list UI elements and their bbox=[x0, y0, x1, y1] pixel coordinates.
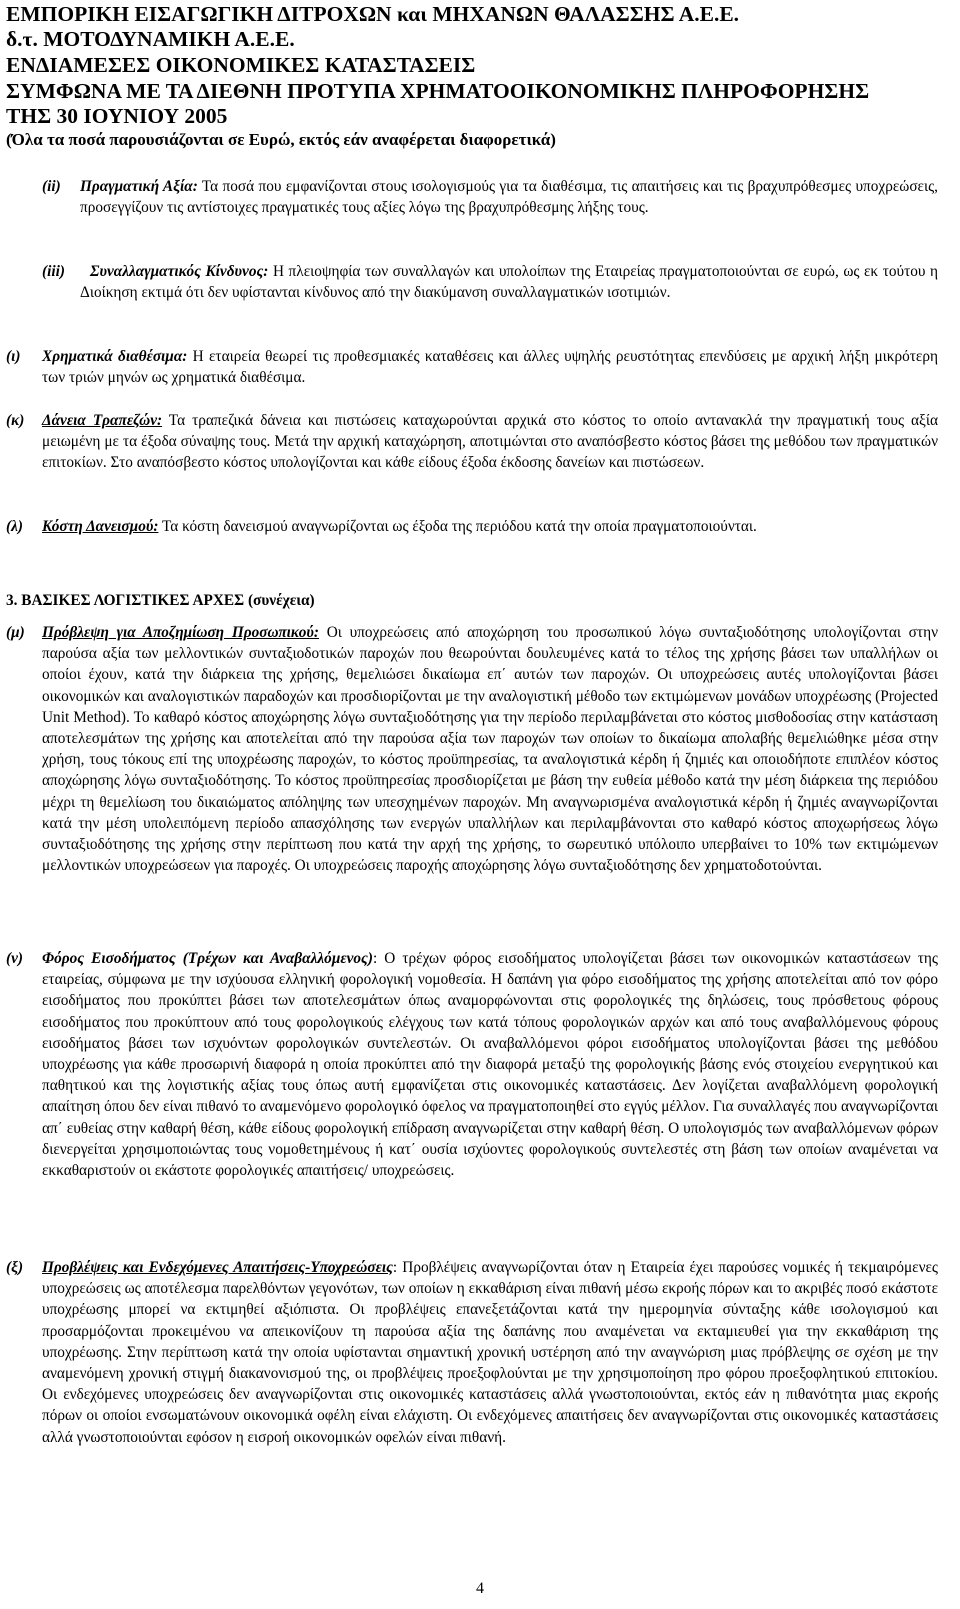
company-name: ΕΜΠΟΡΙΚΗ ΕΙΣΑΓΩΓΙΚΗ ΔΙΤΡΟΧΩΝ και ΜΗΧΑΝΩΝ ΘΑΛΑΣΣΗΣ Α.Ε.Ε. bbox=[6, 2, 740, 26]
item-kappa-text: Τα τραπεζικά δάνεια και πιστώσεις καταχωρούνται αρχικά στο κόστος το οποίο αντανακλά την πραγματική τους αξία μειωμένη με τα έξοδα σύναψης τους. Μετά την αρχική καταχώρηση, αποτιμώνται στο αναπόσβεστο κόστος βάσει της μεθόδου των πραγματικών επιτοκίων. Στο αναπόσβεστο κόστος υπολογίζονται και κάθε είδους έξοδα έκδοσης δανείων και πιστώσεων. bbox=[42, 412, 938, 472]
item-iii-label: (iii) bbox=[42, 263, 65, 280]
report-title: ΕΝΔΙΑΜΕΣΕΣ ΟΙΚΟΝΟΜΙΚΕΣ ΚΑΤΑΣΤΑΣΕΙΣ bbox=[6, 53, 476, 77]
item-mu-term: Πρόβλεψη για Αποζημίωση Προσωπικού: bbox=[42, 624, 319, 641]
item-mu-text: Οι υποχρεώσεις από αποχώρηση του προσωπικού λόγω συνταξιοδότησης υπολογίζονται στην παρούσα αξία των μελλοντικών συνταξιοδοτικών παροχών που θεωρούνται δουλευμένες κατά το τέλος της χρήσης βάσει των υπαλλήλων οι οποίοι έχουν, κατά την διάρκεια της χρήσης, θεμελιώσει δικαίωμα επ΄ αυτών των παροχών. Οι υποχρεώσεις αυτές υπολογίζονται βάσει οικονομικών και αναλογιστικών παραδοχών και προσδιορίζονται με την αναλογιστική μέθοδο των εκτιμώμενων μονάδων υποχρέωσης (Projected Unit Method). Το καθαρό κόστος αποχώρησης λόγω συνταξιοδότησης για την περίοδο περιλαμβάνεται στο κόστος μισθοδοσίας στην κατάσταση αποτελεσμάτων της χρήσης και αποτελείται από την παρούσα αξία των παροχών των οποίων το δικαίωμα απολαβής θεμελιώθηκε μέσα στην χρήση, τους τόκους επί της υποχρέωσης παροχών, το κόστος προϋπηρεσίας, τα αναλογιστικά κέρδη ή ζημιές και οποιοδήποτε επιπλέον κόστος αποχώρησης λόγω συνταξιοδότησης. Το κόστος προϋπηρεσίας προσδιορίζεται με βάση την ευθεία μέθοδο κατά την μέση διάρκεια της περιόδου μέχρι τη θεμελίωση του δικαιώματος απόληψης των υπεσχημένων παροχών. Μη αναγνωρισμένα αναλογιστικά κέρδη ή ζημιές αναγνωρίζονται κατά την μέση υπολειπόμενη περίοδο απασχόλησης των ενεργών υπαλλήλων και περιλαμβάνονται στο καθαρό κόστος αποχωρήσεως λόγω συνταξιοδότησης της χρήσης στην περίπτωση που κατά την αρχή της χρήσης, το σωρευτικό υπόλοιπο υπερβαίνει το 10% των εκτιμώμενων μελλοντικών υποχρεώσεων για παροχές. Οι υποχρεώσεις παροχής αποχώρησης λόγω συνταξιοδότησης δεν χρηματοδοτούνται. bbox=[42, 624, 938, 875]
item-lambda-text: Τα κόστη δανεισμού αναγνωρίζονται ως έξοδα της περιόδου κατά την οποία πραγματοποιούνται. bbox=[158, 518, 757, 535]
item-iota-text: Η εταιρεία θεωρεί τις προθεσμιακές καταθέσεις και άλλες υψηλής ρευστότητας επενδύσεις με αρχική λήξη μικρότερη των τριών μηνών ως χρηματικά διαθέσιμα. bbox=[42, 348, 938, 387]
item-lambda-label: (λ) bbox=[6, 518, 23, 535]
item-kappa-label: (κ) bbox=[6, 412, 25, 429]
section-title: 3. ΒΑΣΙΚΕΣ ΛΟΓΙΣΤΙΚΕΣ ΑΡΧΕΣ (συνέχεια) bbox=[6, 592, 315, 609]
item-mu-label: (μ) bbox=[6, 624, 25, 641]
item-iota-paragraph bbox=[42, 346, 938, 388]
item-xi-text: : Προβλέψεις αναγνωρίζονται όταν η Εταιρεία έχει παρούσες νομικές ή τεκμαιρόμενες υποχρεώσεις ως αποτέλεσμα παρελθόντων γεγονότων, των οποίων η εκκαθάριση είναι πιθανή μέσω εκροής πόρων και το ακριβές ποσό εκάστοτε υποχρέωσης μπορεί να εκτιμηθεί αξιόπιστα. Οι προβλέψεις επανεξετάζονται κατά την ημερομηνία σύνταξης κάθε ισολογισμού και προσαρμόζονται προκειμένου να απεικονίζουν τη παρούσα αξία της δαπάνης που αναμένεται να εκταμιευθεί για την εκκαθάριση της υποχρέωσης. Στην περίπτωση κατά την οποία υφίστανται σημαντική χρονική υστέρηση από την αναγνώριση μιας πρόβλεψης σε σχέση με την αναμενόμενη χρονική στιγμή διακανονισμού της, οι προβλέψεις προεξοφλούνται με την χρησιμοποίηση προ φόρου προεξοφλητικού επιτοκίου. Οι ενδεχόμενες υποχρεώσεις δεν αναγνωρίζονται στις οικονομικές καταστάσεις αλλά γνωστοποιούνται, εκτός εάν η πιθανότητα μιας εκροής πόρων οι οποίοι ενσωματώνουν οικονομικά οφέλη είναι ελάχιστη. Οι ενδεχόμενες απαιτήσεις δεν αναγνωρίζονται στις οικονομικές καταστάσεις αλλά γνωστοποιούνται εφόσον η εισροή οικονομικών οφελών είναι πιθανή. bbox=[42, 1259, 938, 1446]
item-lambda-paragraph bbox=[42, 516, 938, 537]
item-lambda-term: Κόστη Δανεισμού: bbox=[42, 518, 159, 535]
item-nu-text: : Ο τρέχων φόρος εισοδήματος υπολογίζεται βάσει των οικονομικών καταστάσεων της εταιρείας, σύμφωνα με την ισχύουσα ελληνική φορολογική νομοθεσία. Η δαπάνη για φόρο εισοδήματος της χρήσης αποτελείται από τον φόρο εισοδήματος που προκύπτει βάσει των αποτελεσμάτων όπως αναμορφώνονται στις φορολογικές της δηλώσεις, τους πρόσθετους φόρους εισοδήματος που προκύπτουν από τους φορολογικούς ελέγχους των κατά τόπους φορολογικών αρχών και από τους αναβαλλόμενους φόρους εισοδήματος βάσει των ισχυόντων φορολογικών συντελεστών. Οι αναβαλλόμενοι φόροι εισοδήματος υπολογίζονται βάσει της μεθόδου υποχρέωσης για κάθε προσωρινή διαφορά η οποία προκύπτει από την διαφορά μεταξύ της φορολογικής βάσης ενός στοιχείου ενεργητικού και παθητικού και της λογιστικής αξίας τους όπως αυτή εμφανίζεται στις οικονομικές καταστάσεις. Δεν λογίζεται αναβαλλόμενη φορολογική απαίτηση όπου δεν είναι πιθανό το αναμενόμενο φορολογικό όφελος να πραγματοποιηθεί στο εγγύς μέλλον. Για συναλλαγές που αναγνωρίζονται απ΄ ευθείας στην καθαρή θέση, κάθε είδους φορολογική επίδραση αναγνωρίζεται στην καθαρή θέση. Ο υπολογισμός των αναβαλλόμενων φόρων διενεργείται χρησιμοποιώντας τους νομοθετημένους ή κατ΄ ουσία ισχύοντες φορολογικούς συντελεστές στη βάση των οποίων αναμένεται να εκκαθαριστούν οι εκάστοτε φορολογικές απαιτήσεις/ υποχρεώσεις. bbox=[42, 950, 938, 1180]
item-iota-label: (ι) bbox=[6, 348, 21, 365]
trade-name: δ.τ. ΜΟΤΟΔΥΝΑΜΙΚΗ Α.Ε.Ε. bbox=[6, 27, 295, 51]
item-ii-text: Τα ποσά που εμφανίζονται στους ισολογισμούς για τα διαθέσιμα, τις απαιτήσεις και τις βραχυπρόθεσμες υποχρεώσεις, προσεγγίζουν τις αντίστοιχες πραγματικές τους αξίες λόγω της βραχυπρόθεσμης λήξης τους. bbox=[80, 178, 938, 217]
item-xi-term: Προβλέψεις και Ενδεχόμενες Απαιτήσεις-Υποχρεώσεις bbox=[42, 1259, 393, 1276]
item-iii-paragraph bbox=[80, 261, 938, 303]
item-mu-paragraph bbox=[42, 622, 938, 876]
item-ii-term: Πραγματική Αξία: bbox=[80, 178, 198, 195]
item-nu-term: Φόρος Εισοδήματος (Τρέχων και Αναβαλλόμενος) bbox=[42, 950, 373, 967]
item-nu-label: (ν) bbox=[6, 950, 23, 967]
page-number: 4 bbox=[476, 1580, 484, 1597]
item-xi-paragraph bbox=[42, 1257, 938, 1448]
currency-note: (Όλα τα ποσά παρουσιάζονται σε Ευρώ, εκτός εάν αναφέρεται διαφορετικά) bbox=[6, 130, 556, 149]
item-iii-text: Η πλειοψηφία των συναλλαγών και υπολοίπων της Εταιρείας πραγματοποιούνται σε ευρώ, ως εκ τούτου η Διοίκηση εκτιμά ότι δεν υφίστανται κίνδυνος από την διακύμανση συναλλαγματικών ισοτιμιών. bbox=[80, 263, 938, 302]
item-kappa-paragraph bbox=[42, 410, 938, 474]
report-date: ΤΗΣ 30 ΙΟΥΝΙΟΥ 2005 bbox=[6, 104, 228, 128]
item-xi-label: (ξ) bbox=[6, 1259, 24, 1276]
item-iii-term: Συναλλαγματικός Κίνδυνος: bbox=[90, 263, 269, 280]
item-ii-label: (ii) bbox=[42, 178, 61, 195]
item-nu-paragraph bbox=[42, 948, 938, 1181]
item-ii-paragraph bbox=[80, 176, 938, 218]
item-kappa-term: Δάνεια Τραπεζών: bbox=[42, 412, 163, 429]
item-iota-term: Χρηματικά διαθέσιμα: bbox=[42, 348, 188, 365]
report-standard: ΣΥΜΦΩΝΑ ΜΕ ΤΑ ΔΙΕΘΝΗ ΠΡΟΤΥΠΑ ΧΡΗΜΑΤΟΟΙΚΟΝΟΜΙΚΗΣ ΠΛΗΡΟΦΟΡΗΣΗΣ bbox=[6, 79, 870, 103]
